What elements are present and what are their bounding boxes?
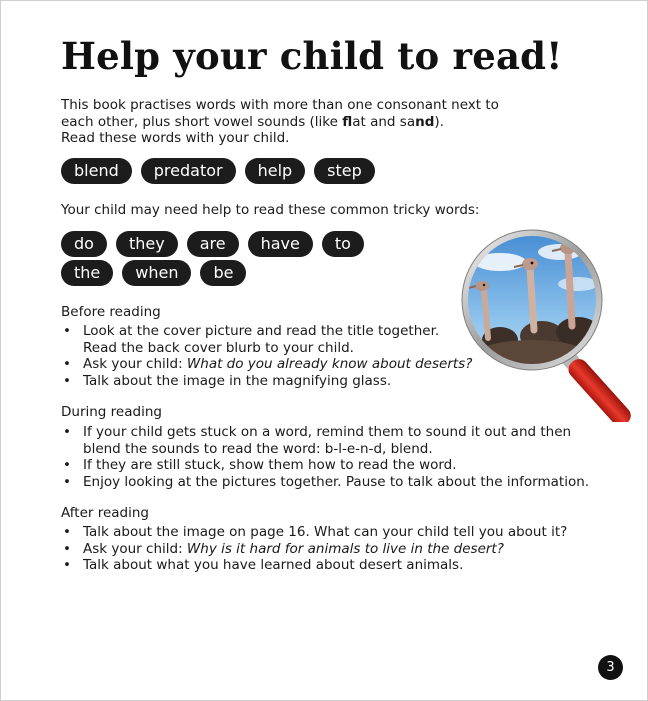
page-number: 3: [598, 655, 623, 680]
tricky-word-pill: when: [122, 260, 191, 286]
tricky-word-pill: have: [248, 231, 313, 257]
during-reading-heading: During reading: [61, 404, 162, 420]
before-reading-heading: Before reading: [61, 304, 161, 320]
list-item-text: If your child gets stuck on a word, remind them to sound it out and then: [83, 424, 572, 440]
before-reading-list: [61, 323, 472, 389]
intro-line-3: Read these words with your child.: [61, 130, 290, 146]
page-title: Help your child to read!: [61, 34, 563, 78]
intro-bold-nd: nd: [415, 113, 435, 130]
list-item-text: Ask your child:: [83, 540, 187, 557]
practice-words-row: [61, 158, 375, 184]
tricky-words-row-2: [61, 260, 246, 286]
tricky-word-pill: are: [187, 231, 239, 257]
intro-line-1: This book practises words with more than one consonant next to: [61, 97, 499, 113]
list-item: [61, 424, 589, 457]
intro-line-2: [61, 114, 499, 131]
during-reading-list: [61, 424, 589, 490]
list-item-text: Ask your child:: [83, 356, 187, 372]
list-item: • Enjoy looking at the pictures together. Pause to talk about the information.: [61, 474, 589, 491]
list-item: [61, 541, 567, 558]
after-reading-heading: After reading: [61, 505, 149, 521]
intro-paragraph: [61, 97, 499, 147]
intro-bold-fl: fl: [342, 113, 353, 130]
word-pill: step: [314, 158, 375, 184]
intro-text: ).: [434, 113, 444, 130]
tricky-word-pill: do: [61, 231, 107, 257]
list-item: • If they are still stuck, show them how to read the word.: [61, 457, 589, 474]
after-reading-list: [61, 524, 567, 574]
list-item-question: What do you already know about deserts?: [186, 356, 473, 372]
intro-text: each other, plus short vowel sounds (like: [61, 113, 343, 130]
list-item: [61, 356, 472, 373]
list-item: • Talk about the image in the magnifying glass.: [61, 373, 472, 390]
tricky-word-pill: to: [322, 231, 364, 257]
tricky-words-row-1: [61, 231, 364, 257]
list-item-text: Look at the cover picture and read the title together.: [83, 323, 440, 339]
word-pill: blend: [61, 158, 132, 184]
list-item-text: blend the sounds to read the word: b-l-e-n-d, blend.: [83, 440, 433, 457]
list-item: • Talk about the image on page 16. What can your child tell you about it?: [61, 524, 567, 541]
tricky-word-pill: the: [61, 260, 113, 286]
intro-text: at and sa: [352, 113, 416, 130]
tricky-word-pill: be: [200, 260, 246, 286]
word-pill: help: [245, 158, 306, 184]
tricky-word-pill: they: [116, 231, 178, 257]
list-item: • Talk about what you have learned about desert animals.: [61, 557, 567, 574]
list-item-text: Read the back cover blurb to your child.: [83, 339, 354, 356]
tricky-words-intro: Your child may need help to read these common tricky words:: [61, 202, 480, 218]
word-pill: predator: [141, 158, 236, 184]
list-item-question: Why is it hard for animals to live in the desert?: [186, 540, 504, 557]
magnifying-glass-ostrich-image: [460, 222, 646, 422]
list-item: [61, 323, 472, 356]
